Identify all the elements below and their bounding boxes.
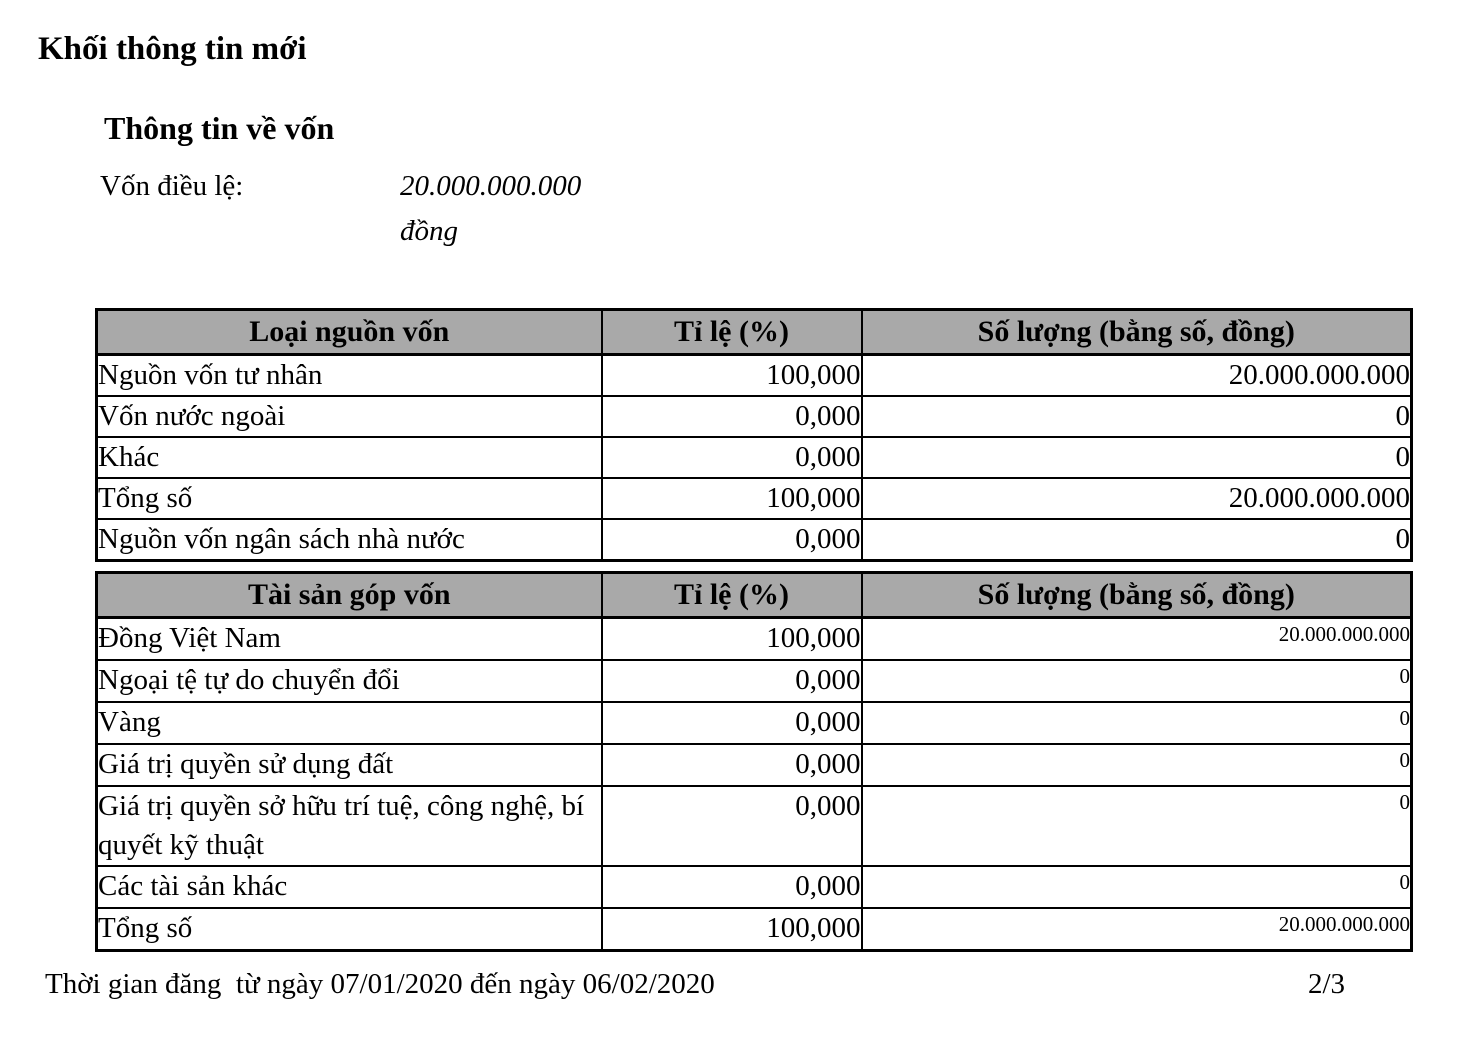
- document-page: [0, 28, 1472, 1042]
- row-label-cell: Tổng số: [97, 478, 602, 519]
- header-capital-source-type: Loại nguồn vốn: [97, 310, 602, 355]
- ratio-cell: 0,000: [602, 519, 862, 561]
- table-row: [97, 744, 1412, 786]
- capital-sources-table: [95, 308, 1413, 562]
- table-row: [97, 866, 1412, 908]
- charter-capital-row: [100, 164, 1472, 254]
- table-row: [97, 437, 1412, 478]
- table-row: [97, 519, 1412, 561]
- row-label-cell: Vốn nước ngoài: [97, 396, 602, 437]
- table-header-row: [97, 573, 1412, 618]
- row-label-cell: Nguồn vốn ngân sách nhà nước: [97, 519, 602, 561]
- amount-cell: 20.000.000.000: [862, 908, 1412, 951]
- ratio-cell: 100,000: [602, 618, 862, 661]
- amount-cell: 0: [862, 437, 1412, 478]
- row-label-cell: Khác: [97, 437, 602, 478]
- amount-cell: 20.000.000.000: [862, 478, 1412, 519]
- table-row: [97, 786, 1412, 866]
- header-amount: Số lượng (bằng số, đồng): [862, 573, 1412, 618]
- row-label-cell: Nguồn vốn tư nhân: [97, 355, 602, 397]
- charter-capital-amount: 20.000.000.000: [400, 170, 582, 202]
- table-row: [97, 908, 1412, 951]
- ratio-cell: 0,000: [602, 396, 862, 437]
- ratio-cell: 0,000: [602, 786, 862, 866]
- table-row: [97, 355, 1412, 397]
- ratio-cell: 100,000: [602, 908, 862, 951]
- table-row: [97, 618, 1412, 661]
- ratio-cell: 100,000: [602, 355, 862, 397]
- section-title: Thông tin về vốn: [104, 110, 335, 146]
- amount-cell: 0: [862, 396, 1412, 437]
- page-title: Khối thông tin mới: [38, 31, 307, 67]
- header-amount: Số lượng (bằng số, đồng): [862, 310, 1412, 355]
- row-label-cell: Giá trị quyền sử dụng đất: [97, 744, 602, 786]
- amount-cell: 0: [862, 519, 1412, 561]
- header-contributed-asset: Tài sản góp vốn: [97, 573, 602, 618]
- ratio-cell: 0,000: [602, 437, 862, 478]
- table-row: [97, 478, 1412, 519]
- ratio-cell: 0,000: [602, 866, 862, 908]
- ratio-cell: 0,000: [602, 660, 862, 702]
- row-label-cell: Giá trị quyền sở hữu trí tuệ, công nghệ, bí quyết kỹ thuật: [97, 786, 602, 866]
- ratio-cell: 100,000: [602, 478, 862, 519]
- amount-cell: 0: [862, 702, 1412, 744]
- row-label-cell: Đồng Việt Nam: [97, 618, 602, 661]
- ratio-cell: 0,000: [602, 702, 862, 744]
- publication-period: Thời gian đăng từ ngày 07/01/2020 đến ngày 06/02/2020: [45, 968, 715, 1000]
- amount-cell: 0: [862, 744, 1412, 786]
- amount-cell: 0: [862, 660, 1412, 702]
- amount-cell: 0: [862, 866, 1412, 908]
- page-number: 2/3: [1307, 968, 1345, 1000]
- row-label-cell: Ngoại tệ tự do chuyển đổi: [97, 660, 602, 702]
- table-row: [97, 396, 1412, 437]
- contributed-assets-table: [95, 571, 1413, 952]
- charter-capital-unit: đồng: [400, 215, 458, 247]
- row-label-cell: Các tài sản khác: [97, 866, 602, 908]
- table-row: [97, 660, 1412, 702]
- table-row: [97, 702, 1412, 744]
- row-label-cell: Vàng: [97, 702, 602, 744]
- header-ratio-percent: Tỉ lệ (%): [602, 310, 862, 355]
- footer: [45, 968, 1345, 1001]
- amount-cell: 20.000.000.000: [862, 618, 1412, 661]
- charter-capital-label: Vốn điều lệ:: [100, 170, 244, 202]
- amount-cell: 20.000.000.000: [862, 355, 1412, 397]
- table-header-row: [97, 310, 1412, 355]
- row-label-cell: Tổng số: [97, 908, 602, 951]
- header-ratio-percent: Tỉ lệ (%): [602, 573, 862, 618]
- charter-capital-value: [400, 164, 581, 254]
- ratio-cell: 0,000: [602, 744, 862, 786]
- amount-cell: 0: [862, 786, 1412, 866]
